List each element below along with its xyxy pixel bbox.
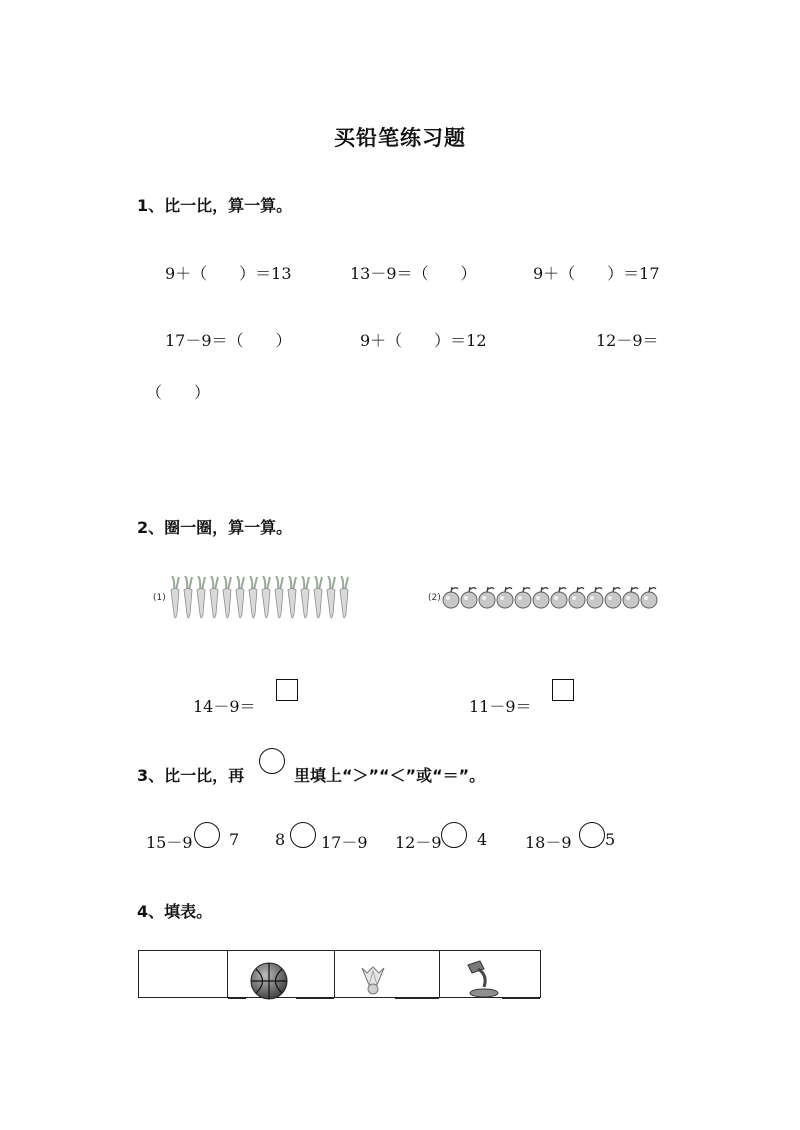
apple-icon [623, 587, 639, 608]
compare-left: 8 [275, 830, 286, 849]
q1-equation: 9＋（ ）＝13 [165, 264, 292, 283]
picture-label: (2) [428, 593, 441, 603]
radish-icon [236, 576, 244, 618]
apple-icon [497, 587, 513, 608]
apple-icon [641, 587, 657, 608]
table-cell-shuttlecock[interactable] [335, 951, 440, 998]
picture-label: (1) [153, 593, 166, 603]
fill-table [138, 950, 541, 998]
q2-equation: 11－9＝ [469, 697, 532, 716]
radish-icon [288, 576, 296, 618]
table-cell-lamp[interactable] [440, 951, 541, 998]
desk-lamp-icon [462, 959, 502, 1001]
apple-icon [515, 587, 531, 608]
compare-circle[interactable] [194, 822, 220, 848]
q2-equation: 14－9＝ [193, 697, 256, 716]
q2-heading: 2、圈一圈，算一算。 [137, 518, 293, 537]
apple-icon [569, 587, 585, 608]
radish-icon [340, 576, 348, 618]
radish-icon [171, 576, 179, 618]
radish-icon [210, 576, 218, 618]
compare-left: 15－9 [146, 833, 193, 852]
apple-icon [461, 587, 477, 608]
radish-icon [262, 576, 270, 618]
compare-left: 12－9 [395, 833, 442, 852]
page-title: 买铅笔练习题 [334, 125, 466, 150]
q3-heading: 3、比一比，再 [137, 766, 245, 785]
compare-circle[interactable] [441, 822, 467, 848]
radish-icon [223, 576, 231, 618]
compare-right: 17－9 [321, 833, 368, 852]
compare-right: 4 [477, 830, 488, 849]
compare-circle[interactable] [579, 822, 605, 848]
table-cell-blank[interactable] [139, 951, 228, 998]
q4-heading: 4、填表。 [137, 902, 213, 921]
q1-equation: 13－9＝（ ） [350, 264, 477, 283]
table-cell-basketball[interactable] [228, 951, 335, 998]
compare-right: 7 [229, 830, 240, 849]
radish-icon [327, 576, 335, 618]
apple-row-image [442, 584, 660, 612]
answer-box[interactable] [552, 679, 574, 701]
radish-icon [301, 576, 309, 618]
compare-circle[interactable] [290, 822, 316, 848]
circle-symbol-icon [259, 748, 285, 774]
radish-icon [197, 576, 205, 618]
basketball-icon [248, 961, 290, 1001]
q1-equation: 17－9＝（ ） [165, 331, 292, 350]
compare-left: 18－9 [525, 833, 572, 852]
apple-icon [533, 587, 549, 608]
radish-icon [275, 576, 283, 618]
q1-heading: 1、比一比，算一算。 [137, 196, 293, 215]
apple-icon [587, 587, 603, 608]
q1-equation-continued: （ ） [146, 383, 211, 402]
radish-icon [314, 576, 322, 618]
radish-icon [184, 576, 192, 618]
q3-heading-rest: 里填上“＞”“＜”或“＝”。 [294, 766, 486, 785]
apple-icon [551, 587, 567, 608]
radish-row-image [170, 576, 360, 624]
radish-icon [249, 576, 257, 618]
apple-icon [443, 587, 459, 608]
answer-box[interactable] [276, 679, 298, 701]
apple-icon [479, 587, 495, 608]
q1-equation: 9＋（ ）＝17 [533, 264, 660, 283]
q1-equation: 9＋（ ）＝12 [360, 331, 487, 350]
badminton-shuttlecock-icon [359, 965, 387, 997]
compare-right: 5 [605, 830, 616, 849]
q1-equation: 12－9＝ [596, 331, 659, 350]
apple-icon [605, 587, 621, 608]
